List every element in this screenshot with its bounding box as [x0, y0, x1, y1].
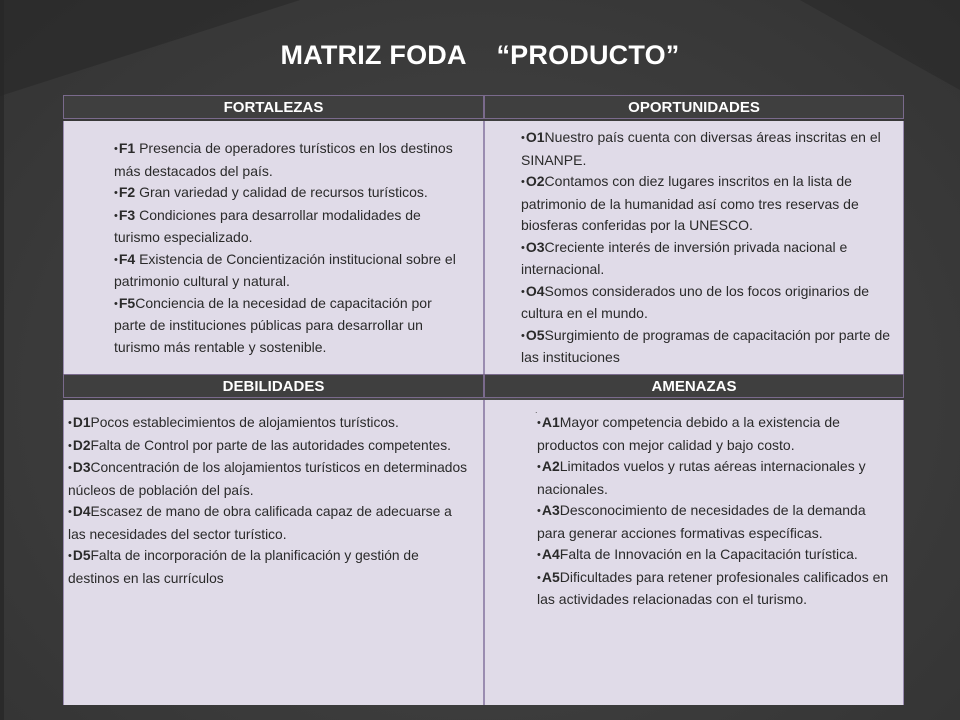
bullet-icon: •: [68, 439, 72, 452]
fortalezas-item: [114, 138, 461, 182]
oportunidades-item: [521, 127, 897, 171]
item-text: Nuestro país cuenta con diversas áreas inscritas en el SINANPE.: [521, 129, 881, 168]
item-text: Creciente interés de inversión privada nacional e internacional.: [521, 238, 848, 277]
list-fortalezas: [114, 138, 461, 358]
item-text: Condiciones para desarrollar modalidades de turismo especializado.: [114, 206, 421, 245]
item-text: Gran variedad y calidad de recursos turísticos.: [135, 184, 428, 200]
oportunidades-item: [521, 325, 897, 369]
debilidades-item: [68, 457, 473, 501]
amenazas-item: [537, 544, 893, 567]
item-code: F4: [118, 250, 136, 267]
bullet-icon: •: [537, 417, 541, 429]
item-text: Surgimiento de programas de capacitación por parte de las instituciones: [521, 326, 891, 365]
bullet-icon: •: [114, 297, 118, 310]
list-oportunidades: [521, 127, 897, 369]
cell-amenazas: [484, 400, 904, 705]
bullet-icon: •: [521, 329, 525, 342]
slide-title: MATRIZ FODA “PRODUCTO”: [280, 40, 680, 70]
header-debilidades: DEBILIDADES: [63, 374, 484, 398]
item-text: Mayor competencia debido a la existencia de productos con mejor calidad y bajo costo.: [537, 414, 840, 453]
bullet-icon: •: [114, 187, 118, 199]
header-amenazas: AMENAZAS: [484, 374, 904, 398]
bullet-icon: •: [68, 506, 72, 518]
item-code: A2: [541, 458, 560, 474]
item-code: O2: [525, 173, 545, 189]
header-fortalezas: FORTALEZAS: [63, 95, 484, 119]
bullet-icon: •: [68, 550, 72, 562]
bullet-icon: •: [521, 285, 525, 298]
bullet-icon: •: [68, 462, 72, 474]
item-code: O3: [525, 238, 545, 255]
item-text: Dificultades para retener profesionales calificados en las actividades relacionadas con el turismo.: [537, 568, 889, 607]
item-text: Limitados vuelos y rutas aéreas internacionales y nacionales.: [537, 458, 866, 497]
bullet-icon: •: [114, 253, 118, 266]
item-text: Conciencia de la necesidad de capacitación por parte de instituciones públicas para desarrollar un turismo más rentable y sostenible.: [114, 294, 432, 355]
cell-oportunidades: [484, 121, 904, 376]
bullet-icon: •: [521, 176, 525, 188]
item-text: Falta de incorporación de la planificación y gestión de destinos en las currículos: [68, 548, 419, 586]
item-text: Somos considerados uno de los focos originarios de cultura en el mundo.: [521, 282, 870, 321]
item-code: D4: [72, 504, 91, 519]
debilidades-item: [68, 545, 473, 589]
cell-fortalezas: [63, 121, 484, 376]
item-code: A5: [541, 568, 560, 585]
bullet-icon: •: [114, 143, 118, 155]
item-text: Presencia de operadores turísticos en los destinos más destacados del país.: [114, 140, 453, 179]
bullet-icon: •: [537, 571, 541, 584]
item-text: Concentración de los alojamientos turísticos en determinados núcleos de población del país.: [68, 460, 468, 498]
amenazas-item: [537, 567, 893, 611]
fortalezas-item: [114, 182, 461, 205]
left-edge-stripe: [0, 0, 4, 720]
item-code: F5: [118, 294, 136, 311]
item-text: Contamos con diez lugares inscritos en la lista de patrimonio de la humanidad así como tres reservas de biosferas conferidas por la UNESCO.: [521, 173, 859, 233]
item-text: Falta de Control por parte de las autoridades competentes.: [90, 437, 451, 453]
bullet-icon: •: [537, 505, 541, 517]
bullet-icon: •: [521, 132, 525, 144]
amenazas-item: [537, 412, 893, 456]
item-code: O5: [525, 326, 545, 343]
item-code: D2: [72, 437, 91, 453]
foda-matrix: [63, 95, 904, 705]
item-code: A3: [541, 502, 560, 518]
item-code: F3: [118, 206, 136, 223]
fortalezas-item: [114, 205, 461, 249]
item-code: O4: [525, 282, 545, 299]
cell-debilidades: [63, 400, 484, 705]
stray-dot: .: [535, 405, 538, 415]
debilidades-item: [68, 412, 473, 435]
bullet-icon: •: [537, 549, 541, 561]
item-code: A4: [541, 546, 560, 562]
bullet-icon: •: [68, 417, 72, 429]
fortalezas-item: [114, 249, 461, 293]
oportunidades-item: [521, 281, 897, 325]
item-text: Existencia de Concientización institucional sobre el patrimonio cultural y natural.: [114, 250, 456, 289]
fortalezas-item: [114, 293, 461, 359]
item-code: F1: [118, 140, 136, 156]
bullet-icon: •: [114, 209, 118, 222]
item-text: Pocos establecimientos de alojamientos turísticos.: [90, 415, 399, 430]
item-code: D5: [72, 548, 91, 563]
header-oportunidades: OPORTUNIDADES: [484, 95, 904, 119]
amenazas-item: [537, 500, 893, 544]
list-amenazas: [537, 412, 893, 611]
oportunidades-item: [521, 171, 897, 237]
item-text: Desconocimiento de necesidades de la demanda para generar acciones formativas específicas.: [537, 502, 866, 541]
item-code: O1: [525, 129, 545, 145]
oportunidades-item: [521, 237, 897, 281]
item-code: F2: [118, 184, 136, 200]
item-code: A1: [541, 414, 560, 430]
debilidades-item: [68, 501, 473, 545]
amenazas-item: [537, 456, 893, 500]
bullet-icon: •: [521, 241, 525, 254]
debilidades-item: [68, 435, 473, 458]
bullet-icon: •: [537, 461, 541, 473]
item-code: D1: [72, 415, 91, 430]
item-code: D3: [72, 460, 91, 475]
item-text: Falta de Innovación en la Capacitación turística.: [559, 546, 858, 562]
item-text: Escasez de mano de obra calificada capaz de adecuarse a las necesidades del sector turístico.: [68, 504, 452, 542]
list-debilidades: [68, 412, 473, 589]
